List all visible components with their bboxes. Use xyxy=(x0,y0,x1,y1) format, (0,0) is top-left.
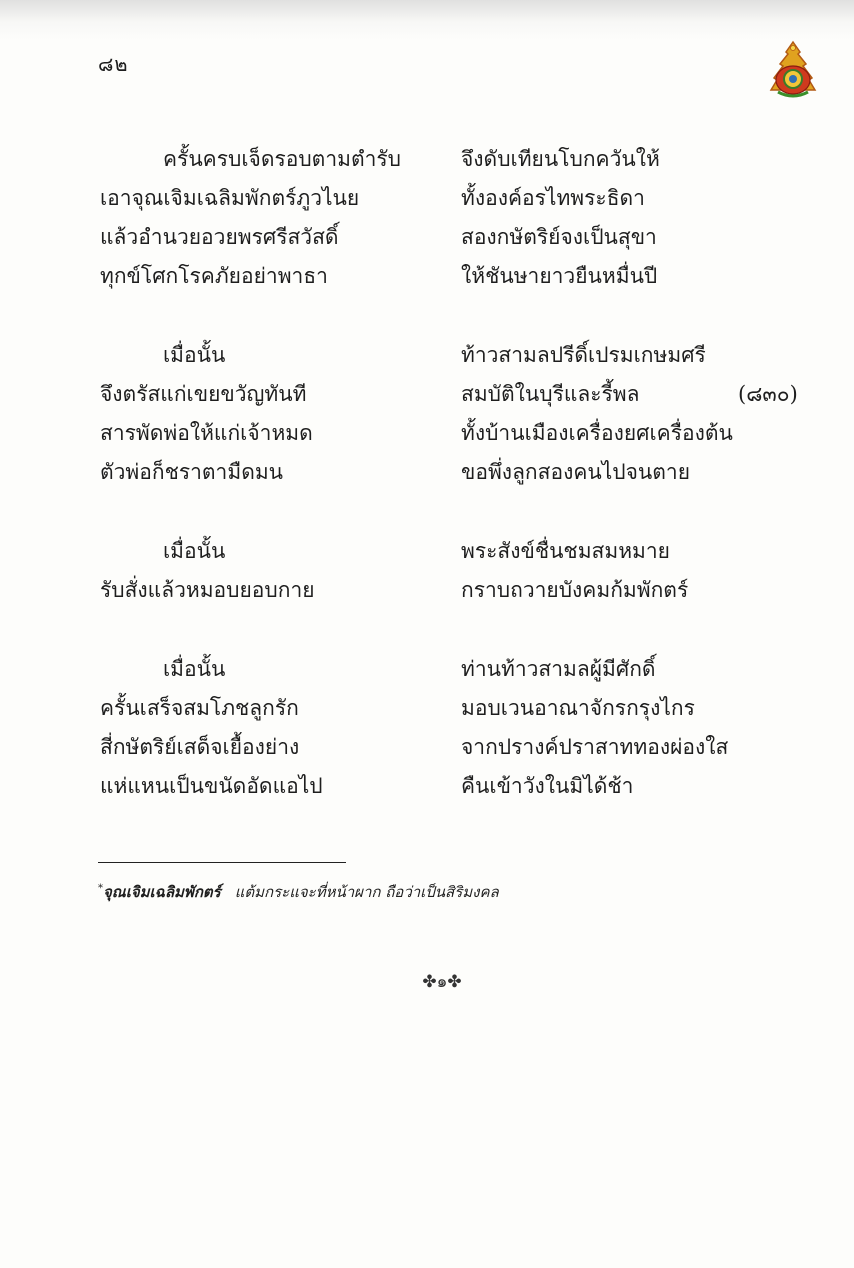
crest-emblem-icon xyxy=(768,40,818,102)
footnote-term: จุณเจิมเฉลิมพักตร์ xyxy=(103,883,221,901)
verse-left: เมื่อนั้น xyxy=(163,657,226,681)
verse-left: ครั้นครบเจ็ดรอบตามตำรับ xyxy=(163,147,401,171)
verse-left: ตัวพ่อก็ชราตามืดมน xyxy=(100,460,284,484)
verse-right: มอบเวนอาณาจักรกรุงไกร xyxy=(461,696,695,720)
verse-right: สมบัติในบุรีและรี้พล xyxy=(461,382,640,406)
verse-line xyxy=(0,375,854,414)
footnote xyxy=(98,880,499,904)
verse-left: แห่แหนเป็นขนัดอัดแอไป xyxy=(100,774,323,798)
verse-left: ทุกข์โศกโรคภัยอย่าพาธา xyxy=(100,264,328,288)
footnote-divider xyxy=(98,862,346,863)
page-number: ๘๒ xyxy=(98,52,129,76)
verse-left: แล้วอำนวยอวยพรศรีสวัสดิ์ xyxy=(100,225,339,249)
verse-line xyxy=(0,728,854,767)
verse-line xyxy=(0,689,854,728)
stanza-3 xyxy=(0,532,854,610)
verse-line xyxy=(0,650,854,689)
scan-shadow-band xyxy=(0,0,854,40)
verse-line xyxy=(0,140,854,179)
verse-number: (๘๓๐) xyxy=(738,382,798,406)
verse-right: กราบถวายบังคมก้มพักตร์ xyxy=(461,578,689,602)
verse-right: ท้าวสามลปรีดิ์เปรมเกษมศรี xyxy=(461,343,706,367)
stanza-1 xyxy=(0,140,854,296)
verse-left: จึงตรัสแก่เขยขวัญทันที xyxy=(100,382,307,406)
verse-left: สารพัดพ่อให้แก่เจ้าหมด xyxy=(100,421,313,445)
verse-left: เมื่อนั้น xyxy=(163,539,226,563)
verse-line xyxy=(0,767,854,806)
verse-right: สองกษัตริย์จงเป็นสุขา xyxy=(461,225,657,249)
verse-line xyxy=(0,414,854,453)
verse-line xyxy=(0,218,854,257)
verse-right: พระสังข์ชื่นชมสมหมาย xyxy=(461,539,670,563)
verse-left: ครั้นเสร็จสมโภชลูกรัก xyxy=(100,696,299,720)
footnote-marker: * xyxy=(98,883,103,894)
verse-left: รับสั่งแล้วหมอบยอบกาย xyxy=(100,578,315,602)
verse-right: ทั้งบ้านเมืองเครื่องยศเครื่องต้น xyxy=(461,421,733,445)
verse-line xyxy=(0,453,854,492)
verse-left: เมื่อนั้น xyxy=(163,343,226,367)
verse-line xyxy=(0,571,854,610)
end-ornament: ✤๑✤ xyxy=(422,972,462,992)
verse-right: ให้ชันษายาวยืนหมื่นปี xyxy=(461,264,658,288)
verse-right: ทั้งองค์อรไทพระธิดา xyxy=(461,186,645,210)
stanza-2 xyxy=(0,336,854,492)
verse-left: เอาจุณเจิมเฉลิมพักตร์ภูวไนย xyxy=(100,186,360,210)
verse-right: ขอพึ่งลูกสองคนไปจนตาย xyxy=(461,460,691,484)
verse-right: ท่านท้าวสามลผู้มีศักดิ์ xyxy=(461,657,656,681)
verse-right: จากปรางค์ปราสาททองผ่องใส xyxy=(461,735,729,759)
stanza-4 xyxy=(0,650,854,806)
verse-line xyxy=(0,336,854,375)
verse-line xyxy=(0,257,854,296)
verse-line xyxy=(0,532,854,571)
verse-right: คืนเข้าวังในมิได้ช้า xyxy=(461,774,634,798)
verse-right: จึงดับเทียนโบกควันให้ xyxy=(461,147,660,171)
footnote-definition: แต้มกระแจะที่หน้าผาก ถือว่าเป็นสิริมงคล xyxy=(234,883,499,901)
verse-line xyxy=(0,179,854,218)
verse-left: สี่กษัตริย์เสด็จเยื้องย่าง xyxy=(100,735,300,759)
